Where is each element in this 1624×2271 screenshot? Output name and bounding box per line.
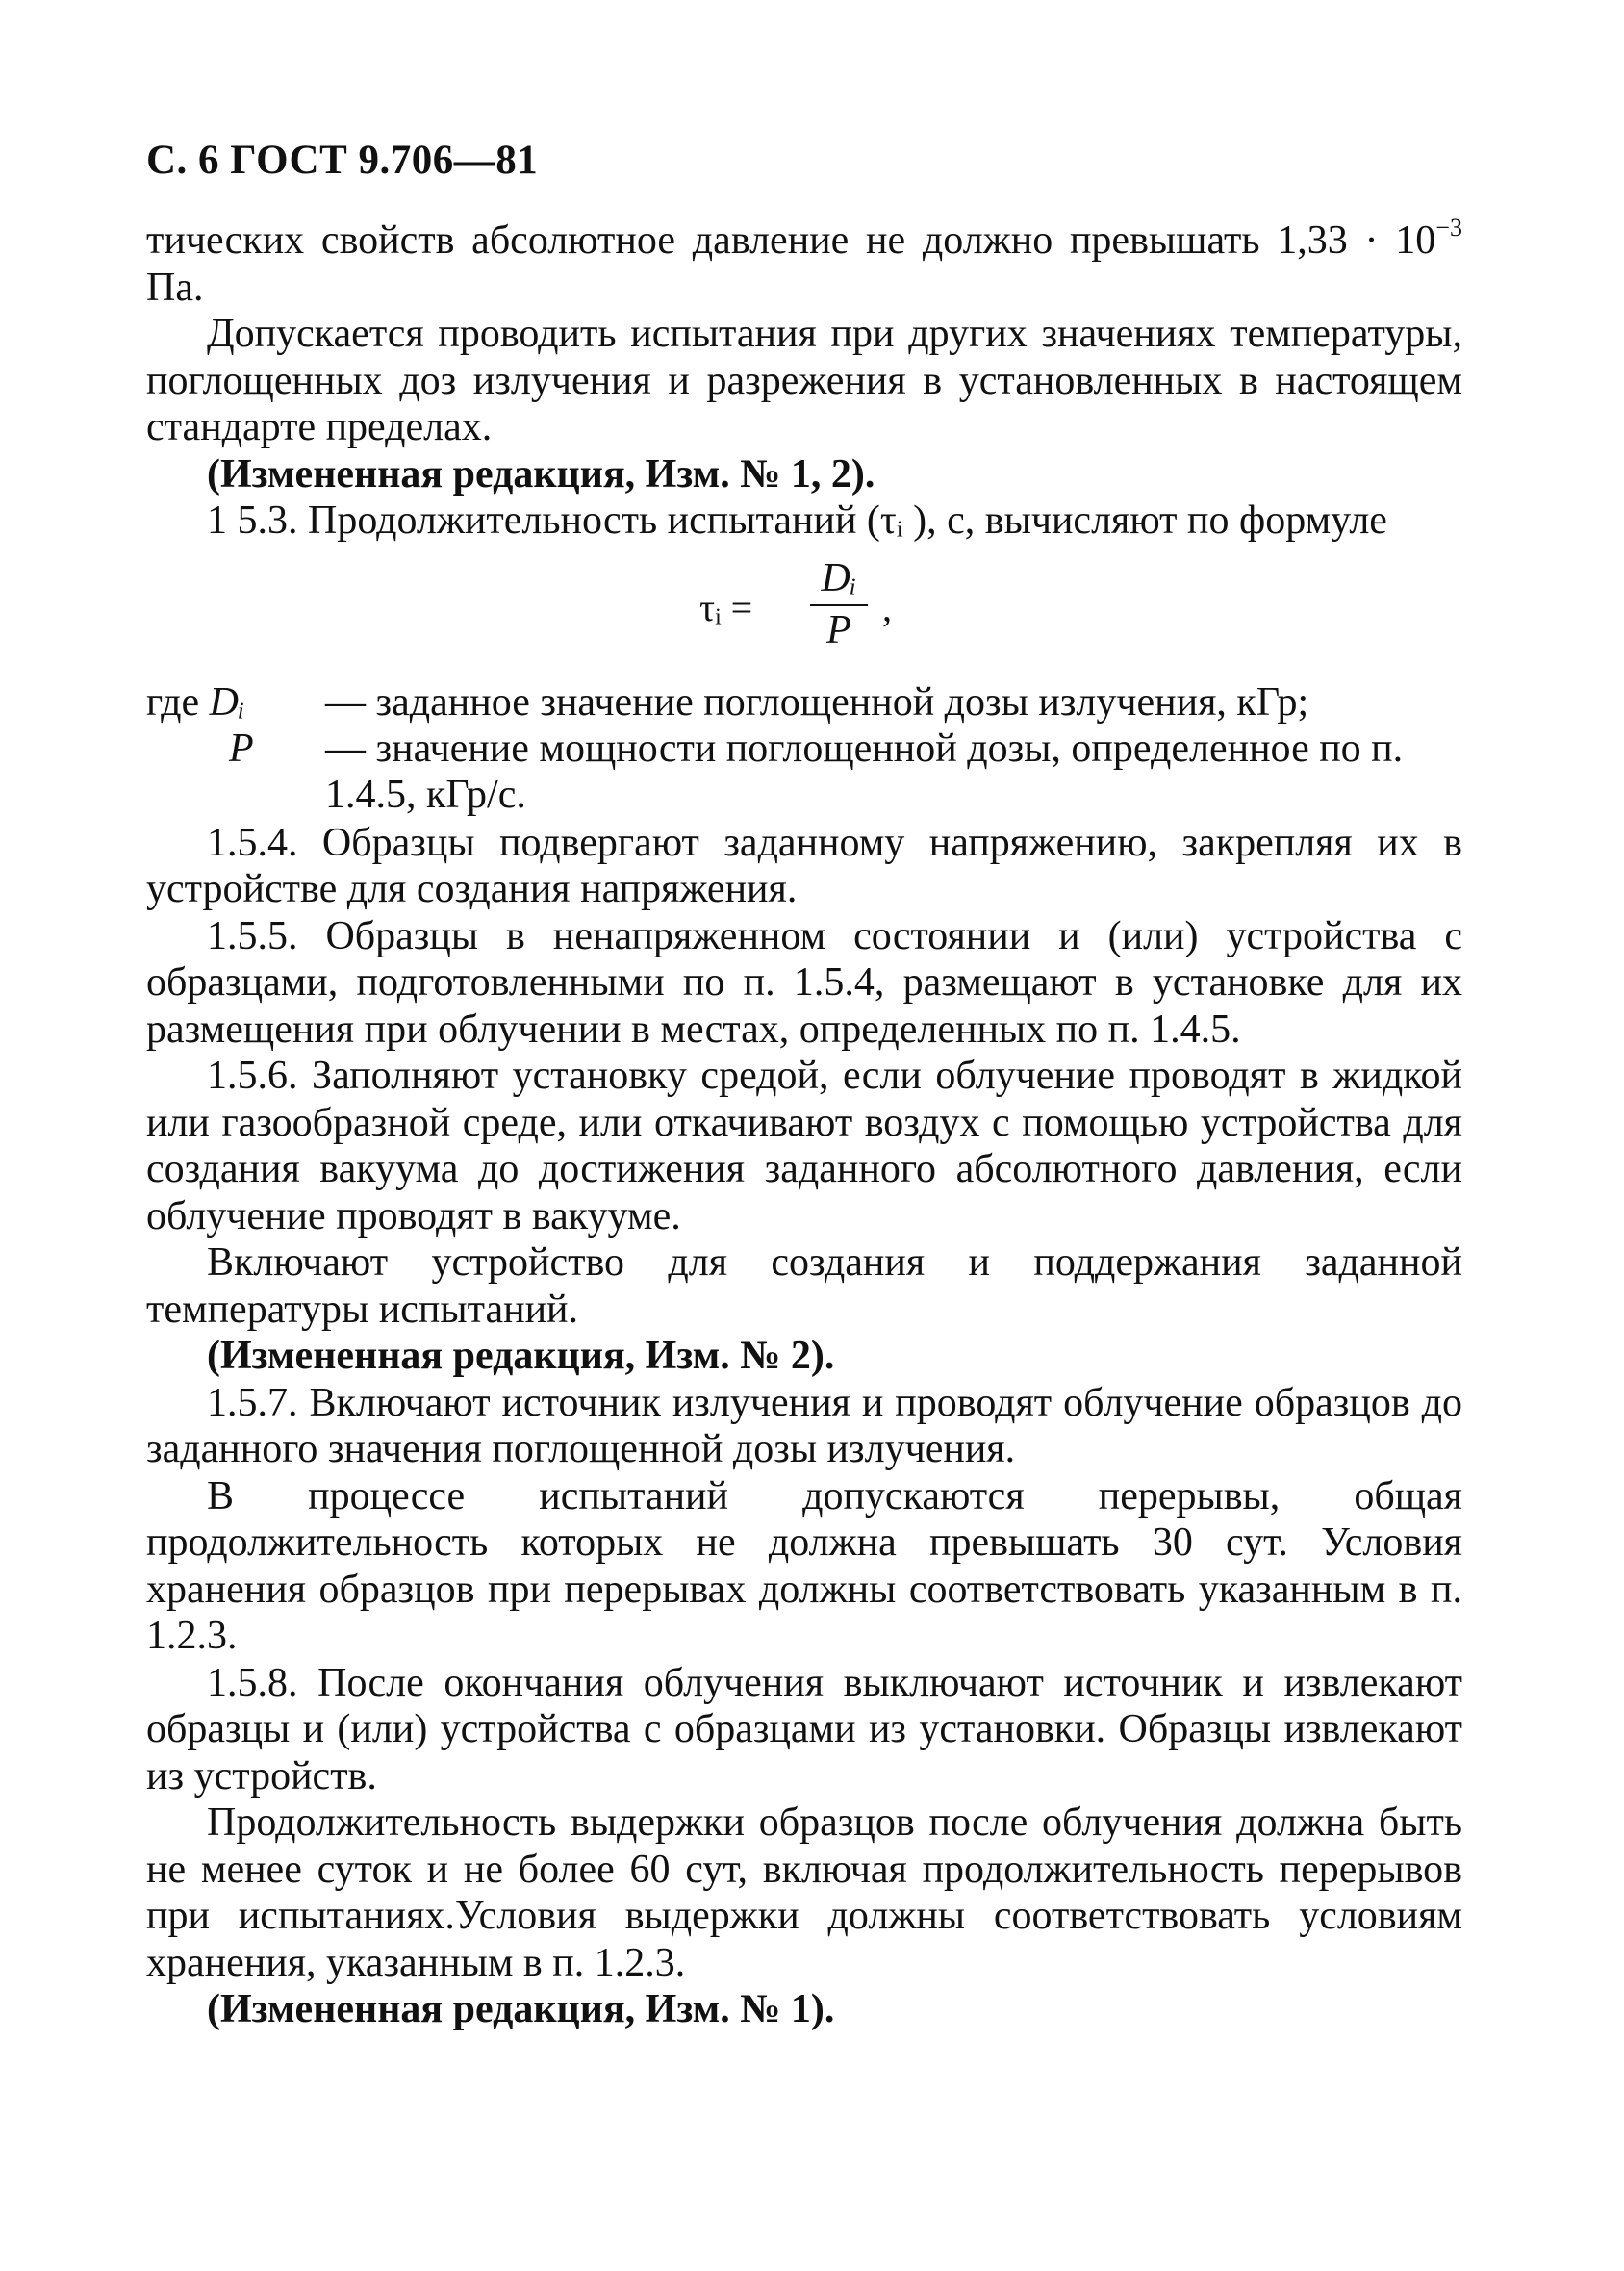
paragraph-holding: Продолжительность выдержки образцов после облучения должна быть не менее суток и не более 60 сут, включая продолжительность перерывов при испытаниях.Условия выдержки должны соответствовать условиям хранения, указанным в п. 1.2.3. — [146, 1800, 1462, 1985]
unit-text: Па. — [146, 265, 204, 310]
revision-note-2: (Измененная редакция, Изм. № 2). — [207, 1334, 835, 1378]
formula-lhs: τᵢ = — [699, 585, 753, 629]
paragraph-1-5-8: 1.5.8. После окончания облучения выключают источник и извлекают образцы и (или) устройства с образцами из установки. Образцы извлекают из устройств. — [146, 1660, 1462, 1799]
document-body — [146, 213, 1462, 2033]
legend-symbol-dose: Dᵢ — [209, 679, 245, 725]
formula-numerator: Dᵢ — [821, 555, 857, 600]
paragraph-1-5-6: 1.5.6. Заполняют установку средой, если облучение проводят в жидкой или газообразной среде, или откачивают воздух с помощью устройства для создания вакуума до достижения заданного абсолютного давления, если облучение проводят в вакууме. — [146, 1054, 1462, 1238]
revision-note-3: (Измененная редакция, Изм. № 1). — [207, 1987, 835, 2031]
paragraph-1-5-7: 1.5.7. Включают источник излучения и проводят облучение образцов до заданного значения поглощенной дозы излучения. — [146, 1380, 1462, 1471]
paragraph-breaks: В процессе испытаний допускаются перерывы, общая продолжительность которых не должна превышать 30 сут. Условия хранения образцов при перерывах должны соответствовать указанным в п. 1.2.3. — [146, 1473, 1462, 1658]
paragraph-continuation — [146, 213, 1462, 311]
exponent: −3 — [1435, 213, 1462, 242]
paragraph-continuation-text: тических свойств абсолютное давление не должно превышать 1,33 · 10 — [146, 218, 1436, 263]
revision-note-1: (Измененная редакция, Изм. № 1, 2). — [207, 451, 875, 497]
legend-desc-power: — значение мощности поглощенной дозы, определенное по п. — [325, 726, 1404, 771]
formula-fraction — [810, 554, 868, 654]
legend-where-word: где — [146, 679, 200, 725]
page-header: С. 6 ГОСТ 9.706—81 — [146, 138, 539, 183]
paragraph-temperature: Включают устройство для создания и поддержания заданной температуры испытаний. — [146, 1240, 1462, 1332]
formula-legend — [146, 679, 1462, 820]
legend-desc-power-cont: 1.4.5, кГр/с. — [325, 772, 526, 817]
formula-denominator: P — [826, 607, 851, 652]
paragraph-1-5-4: 1.5.4. Образцы подвергают заданному напряжению, закрепляя их в устройстве для создания напряжения. — [146, 820, 1462, 911]
paragraph-1-5-5: 1.5.5. Образцы в ненапряженном состоянии и (или) устройства с образцами, подготовленными по п. 1.5.4, размещают в установке для их размещения при облучении в местах, определенных по п. 1.4.5. — [146, 913, 1462, 1052]
legend-desc-dose: — заданное значение поглощенной дозы излучения, кГр; — [325, 679, 1309, 725]
formula-duration — [146, 545, 1462, 679]
formula-tail: , — [882, 585, 892, 629]
paragraph-1-5-3: 1 5.3. Продолжительность испытаний (τᵢ ), с, вычисляют по формуле — [207, 498, 1387, 543]
legend-symbol-power: P — [229, 726, 254, 771]
paragraph-conditions: Допускается проводить испытания при других значениях температуры, поглощенных доз излучения и разрежения в установленных в настоящем стандарте пределах. — [146, 312, 1462, 449]
legend-intro — [146, 679, 245, 727]
